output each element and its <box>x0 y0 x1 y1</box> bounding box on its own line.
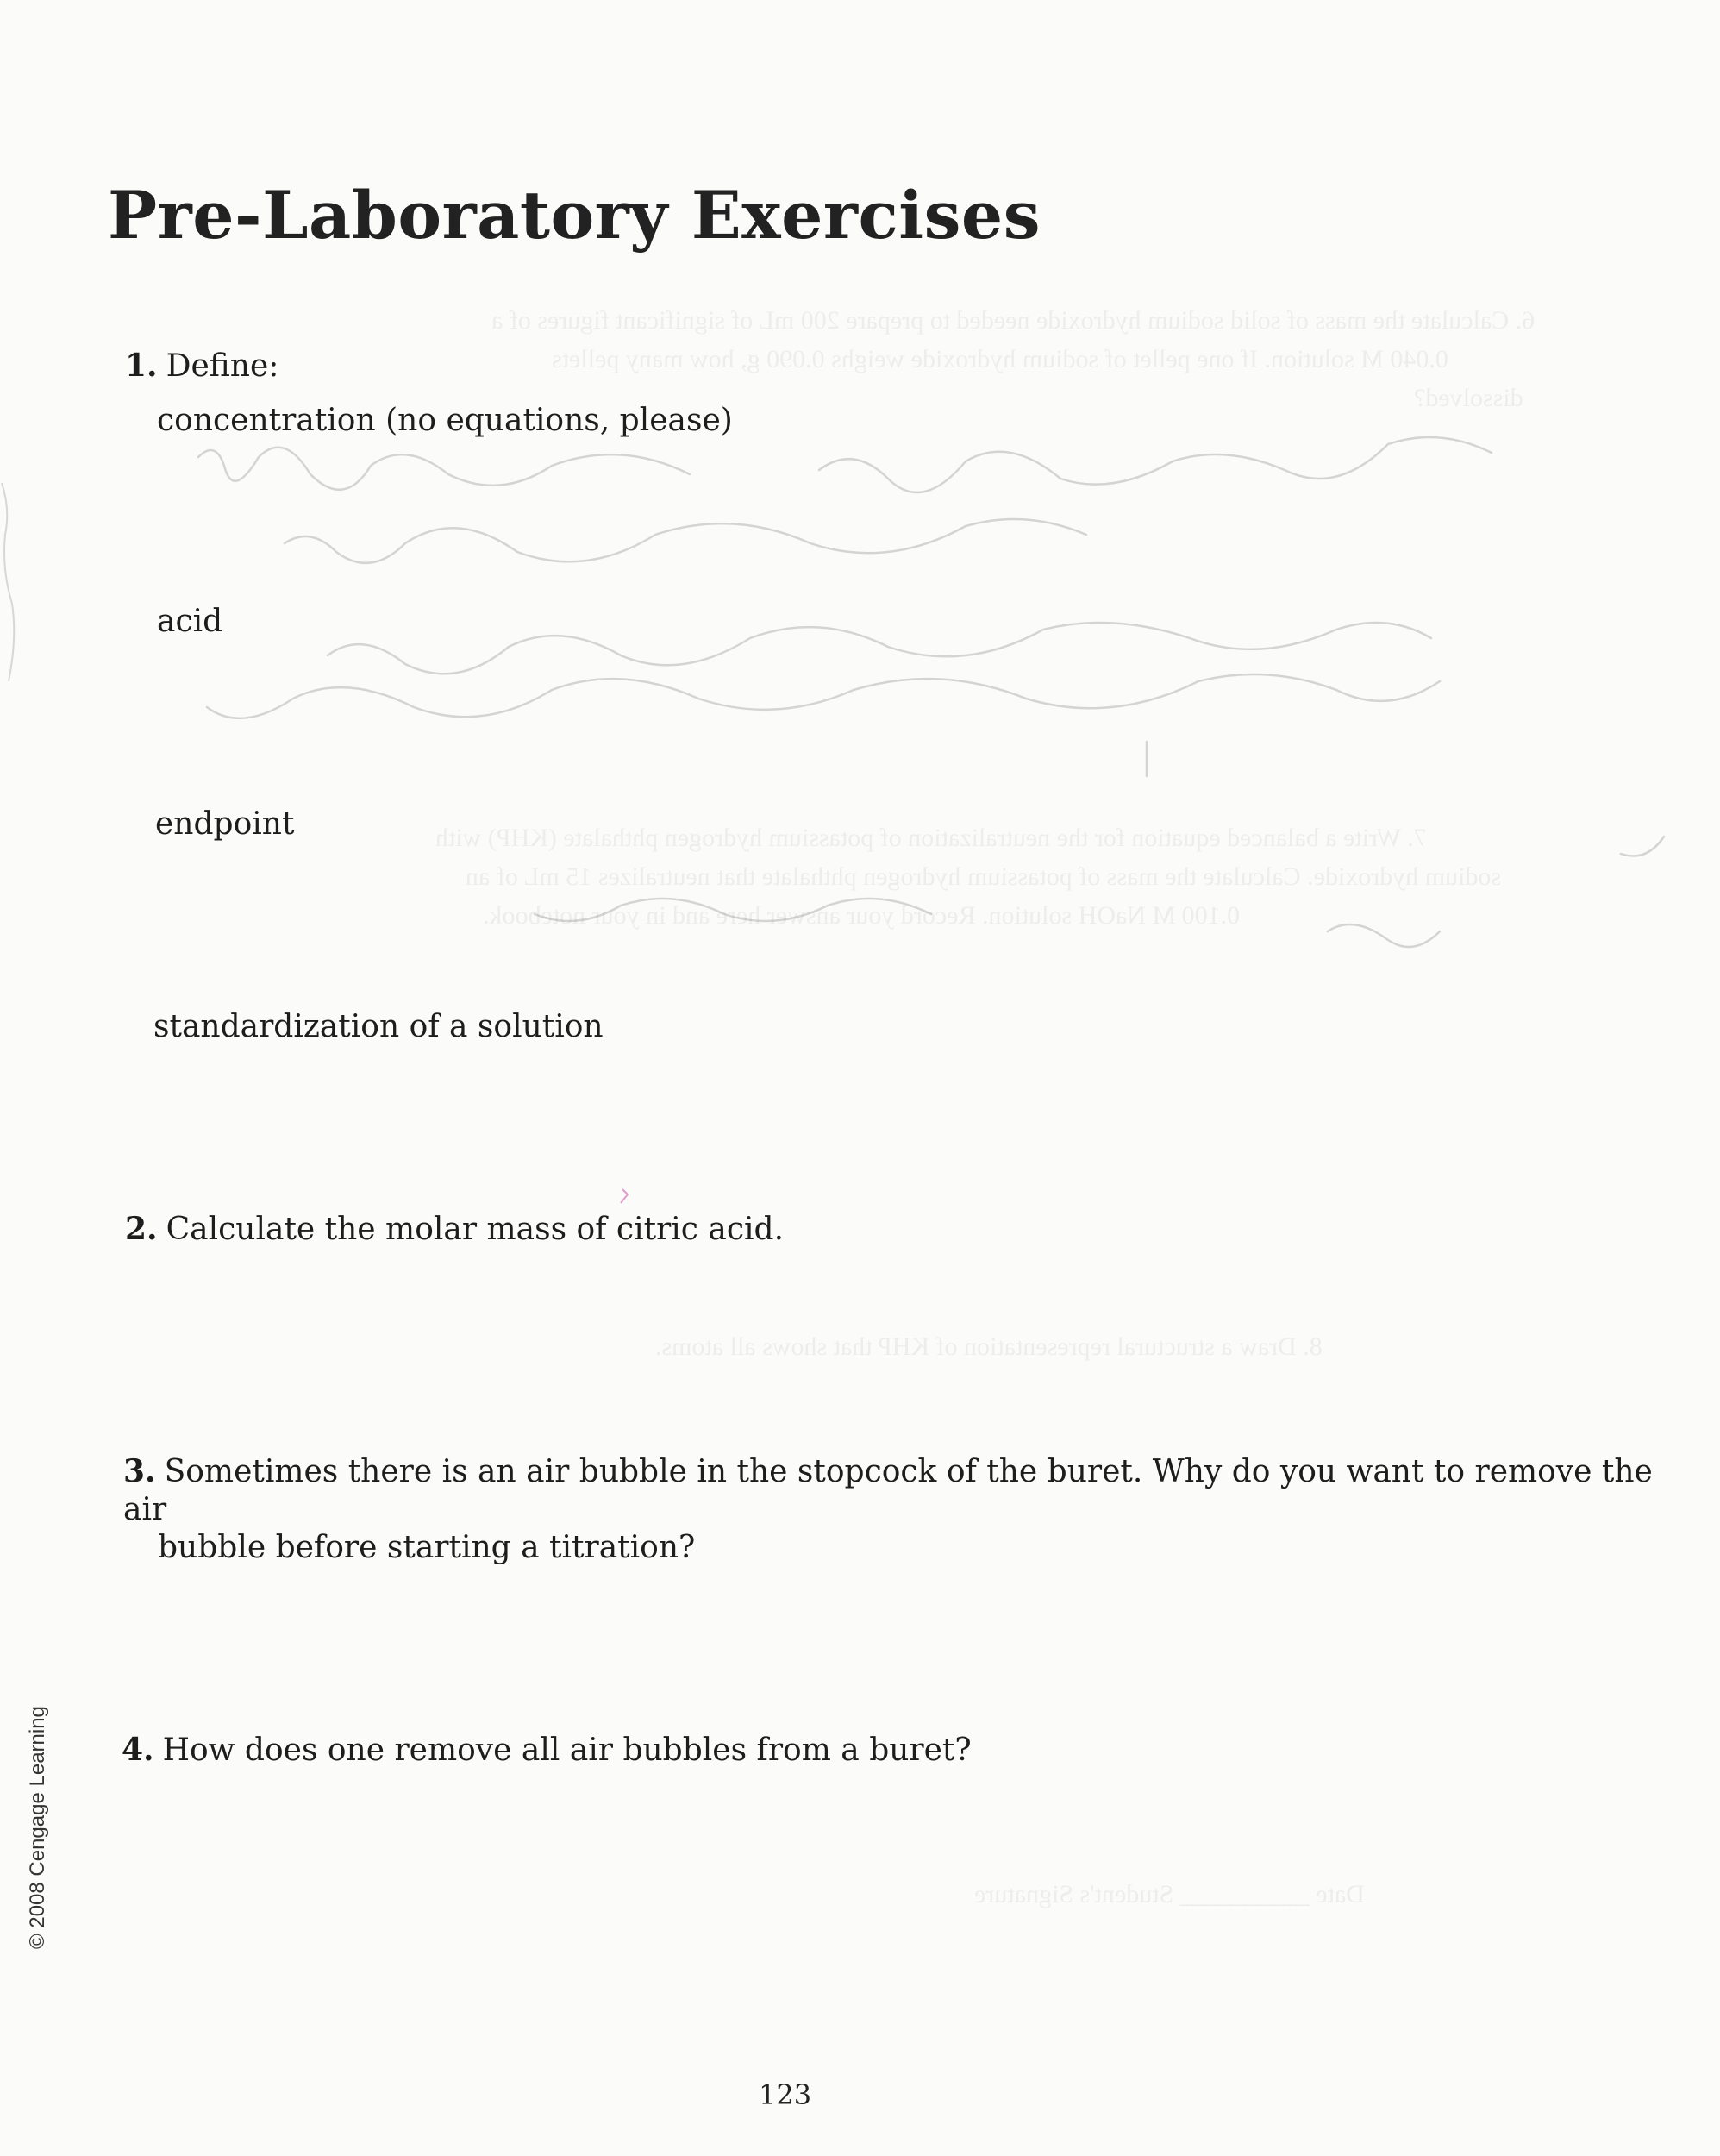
question-1 <box>125 347 278 385</box>
bleed-through-line: 6. Calculate the mass of solid sodium hydroxide needed to prepare 200 mL of significant figures of a <box>491 306 1535 335</box>
bleed-through-line: 7. Write a balanced equation for the neutralization of potassium hydrogen phthalate (KHP) with <box>435 824 1427 852</box>
question-text-line-1: Sometimes there is an air bubble in the stopcock of the buret. Why do you want to remove the air <box>123 1454 1653 1527</box>
copyright-notice: © 2008 Cengage Learning <box>26 1706 49 1949</box>
question-number: 1. <box>125 348 158 384</box>
term-acid: acid <box>157 604 223 639</box>
question-number: 4. <box>122 1732 154 1768</box>
page-number: 123 <box>759 2078 812 2111</box>
bleed-through-line: 0.040 M solution. If one pellet of sodium hydroxide weighs 0.090 g, how many pellets <box>552 345 1448 373</box>
question-text: How does one remove all air bubbles from a buret? <box>162 1733 972 1768</box>
question-text-line-2: bubble before starting a titration? <box>158 1530 696 1565</box>
page-title: Pre-Laboratory Exercises <box>108 177 1041 254</box>
question-3 <box>123 1452 1658 1567</box>
question-4 <box>122 1731 972 1770</box>
bleed-through-line: dissolved? <box>1414 384 1523 412</box>
question-2 <box>125 1210 784 1249</box>
question-text: Define: <box>166 348 279 384</box>
term-standardization: standardization of a solution <box>153 1009 604 1044</box>
bleed-through-line: 8. Draw a structural representation of KHP that shows all atoms. <box>655 1332 1323 1361</box>
bleed-through-line: sodium hydroxide. Calculate the mass of potassium hydrogen phthalate that neutralizes 15 mL of an <box>466 862 1502 891</box>
question-text: Calculate the molar mass of citric acid. <box>166 1212 785 1247</box>
term-concentration: concentration (no equations, please) <box>157 403 733 438</box>
question-number: 3. <box>123 1453 156 1489</box>
term-endpoint: endpoint <box>155 806 295 842</box>
bleed-through-line: Date __________ Student's Signature <box>974 1880 1365 1908</box>
bleed-through-line: 0.100 M NaOH solution. Record your answer here and in your notebook. <box>483 901 1241 930</box>
question-number: 2. <box>125 1211 158 1247</box>
